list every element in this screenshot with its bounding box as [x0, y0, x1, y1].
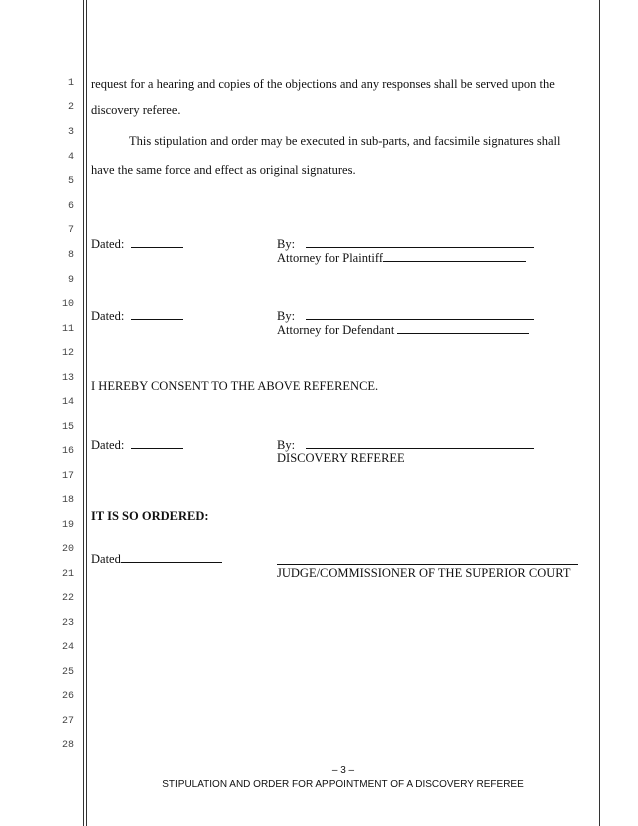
- plaintiff-by-line: [277, 236, 534, 251]
- right-margin-rule: [599, 0, 600, 826]
- name-blank: [383, 250, 526, 262]
- date-blank: [121, 551, 222, 563]
- line-number: 26: [61, 691, 74, 702]
- signature-blank: [306, 308, 534, 320]
- dated-label: Dated:: [91, 309, 125, 323]
- referee-dated-line: [91, 437, 183, 452]
- so-ordered-heading: IT IS SO ORDERED:: [91, 509, 209, 523]
- defendant-attorney-line: [277, 322, 529, 337]
- body-text-line: discovery referee.: [91, 103, 181, 117]
- dated-label: Dated:: [91, 237, 125, 251]
- line-number: 28: [61, 740, 74, 751]
- line-number: 3: [67, 127, 74, 138]
- line-number: 2: [67, 102, 74, 113]
- line-number: 15: [61, 422, 74, 433]
- name-blank: [397, 322, 529, 334]
- line-number: 19: [61, 520, 74, 531]
- judge-dated-line: [91, 551, 222, 566]
- defendant-dated-line: [91, 308, 183, 323]
- line-number: 1: [67, 78, 74, 89]
- line-number: 5: [67, 176, 74, 187]
- line-number: 27: [61, 716, 74, 727]
- by-label: By:: [277, 237, 296, 251]
- by-label: By:: [277, 438, 296, 452]
- line-number: 12: [61, 348, 74, 359]
- discovery-referee-label: DISCOVERY REFEREE: [277, 451, 405, 465]
- line-number: 20: [61, 544, 74, 555]
- line-number: 22: [61, 593, 74, 604]
- date-blank: [131, 308, 183, 320]
- line-number: 8: [67, 250, 74, 261]
- line-number: 18: [61, 495, 74, 506]
- left-margin-rule: [83, 0, 84, 826]
- line-number: 16: [61, 446, 74, 457]
- line-number: 25: [61, 667, 74, 678]
- defendant-by-line: [277, 308, 534, 323]
- plaintiff-dated-line: [91, 236, 183, 251]
- left-margin-rule-inner: [86, 0, 87, 826]
- body-text-line: request for a hearing and copies of the objections and any responses shall be served upon the: [91, 77, 555, 91]
- signature-blank: [306, 437, 534, 449]
- line-number: 11: [61, 324, 74, 335]
- line-number: 13: [61, 373, 74, 384]
- by-label: By:: [277, 309, 296, 323]
- line-number: 6: [67, 201, 74, 212]
- consent-statement: I HEREBY CONSENT TO THE ABOVE REFERENCE.: [91, 379, 379, 393]
- judge-signature-blank: [277, 553, 578, 565]
- dated-label: Dated:: [91, 438, 125, 452]
- attorney-plaintiff-label: Attorney for Plaintiff: [277, 251, 383, 265]
- referee-by-line: [277, 437, 534, 452]
- date-blank: [131, 437, 183, 449]
- dated-label: Dated: [91, 552, 121, 566]
- line-number: 14: [61, 397, 74, 408]
- signature-blank: [306, 236, 534, 248]
- judge-title: JUDGE/COMMISSIONER OF THE SUPERIOR COURT: [277, 566, 571, 580]
- line-number: 10: [61, 299, 74, 310]
- body-text-line: This stipulation and order may be executed in sub-parts, and facsimile signatures shall: [129, 134, 561, 148]
- page-number: – 3 –: [331, 765, 355, 776]
- attorney-defendant-label: Attorney for Defendant: [277, 323, 395, 337]
- line-number: 24: [61, 642, 74, 653]
- line-number: 21: [61, 569, 74, 580]
- date-blank: [131, 236, 183, 248]
- plaintiff-attorney-line: [277, 250, 526, 265]
- line-number: 17: [61, 471, 74, 482]
- body-text-line: have the same force and effect as original signatures.: [91, 163, 356, 177]
- line-number: 9: [67, 275, 74, 286]
- line-number: 23: [61, 618, 74, 629]
- line-number: 7: [67, 225, 74, 236]
- footer-title: STIPULATION AND ORDER FOR APPOINTMENT OF A DISCOVERY REFEREE: [162, 779, 524, 790]
- line-number: 4: [67, 152, 74, 163]
